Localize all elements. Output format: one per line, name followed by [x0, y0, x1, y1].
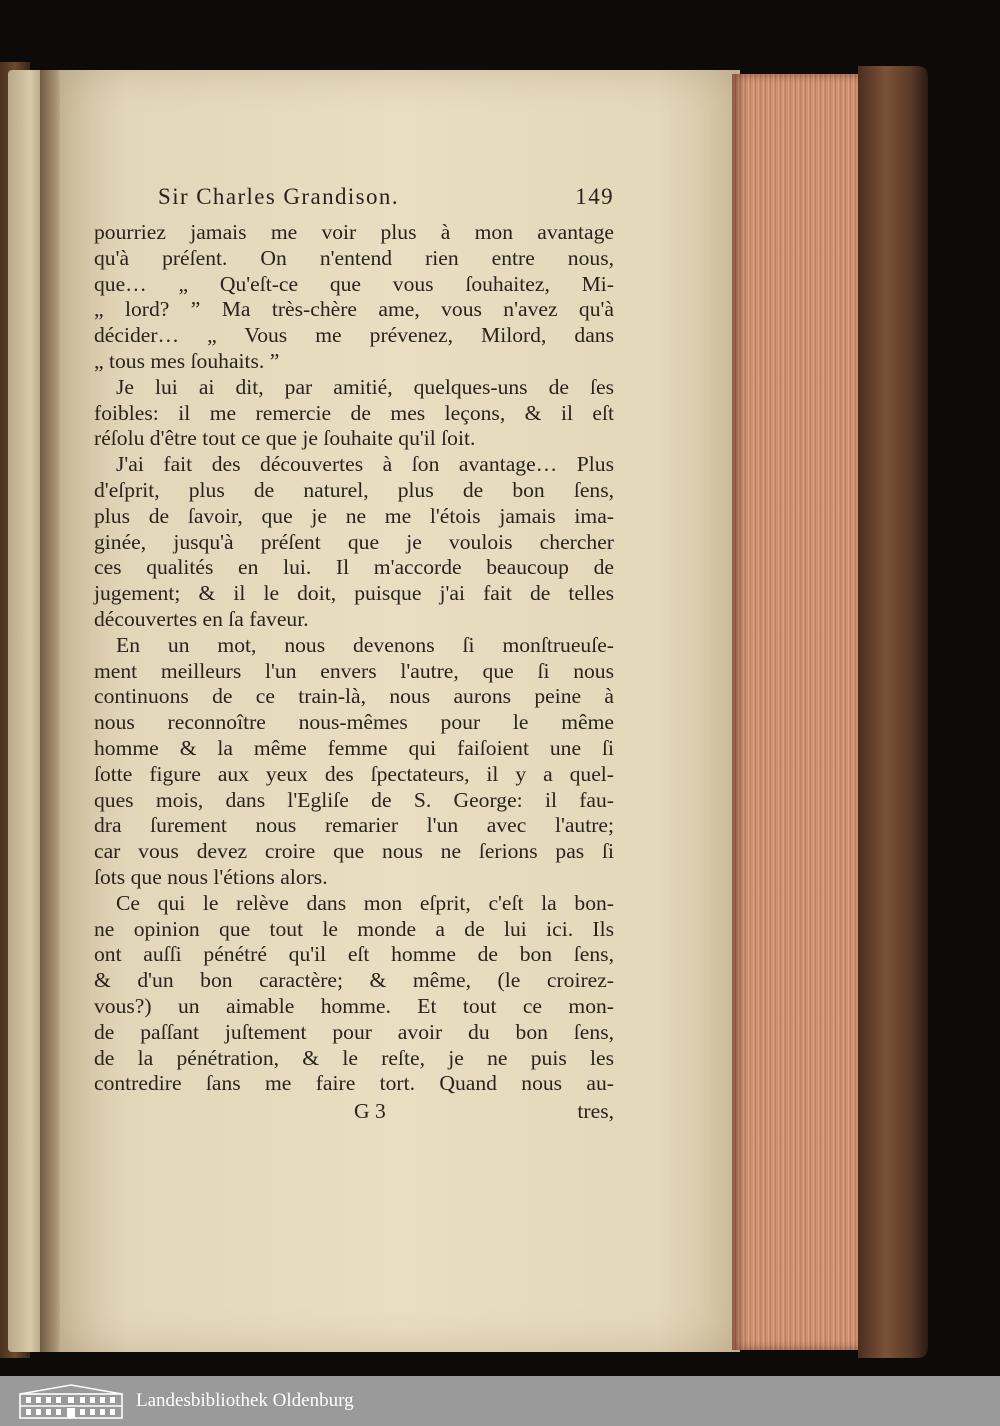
page-edges	[732, 74, 860, 1350]
text-line: homme & la même femme qui faiſoient une ſi	[94, 735, 614, 760]
text-line: réſolu d'être tout ce que je ſouhaite qu'il ſoit.	[94, 426, 476, 451]
text-line: continuons de ce train-là, nous aurons peine à	[94, 684, 614, 709]
body-text	[94, 220, 614, 1097]
library-name: Landesbibliothek Oldenburg	[136, 1390, 354, 1411]
page-footer	[94, 1099, 614, 1125]
text-line: vous?) un aimable homme. Et tout ce mon-	[94, 993, 614, 1018]
text-line: que… „ Qu'eſt-ce que vous ſouhaitez, Mi-	[94, 271, 614, 296]
text-line: ment meilleurs l'un envers l'autre, que ſi nous	[94, 658, 614, 683]
library-bar	[0, 1376, 1000, 1426]
text-line: dra ſurement nous remarier l'un avec l'autre;	[94, 813, 614, 838]
right-cover	[858, 66, 928, 1358]
text-line: de paſſant juſtement pour avoir du bon ſens,	[94, 1019, 614, 1044]
catchword: tres,	[577, 1099, 614, 1124]
text-line: Je lui ai dit, par amitié, quelques-uns de ſes	[116, 374, 614, 399]
library-building-icon	[16, 1382, 126, 1420]
text-line: découvertes en ſa faveur.	[94, 606, 309, 631]
text-line: ne opinion que tout le monde a de lui ici. Ils	[94, 916, 614, 941]
running-head-title: Sir Charles Grandison.	[158, 184, 399, 209]
text-line: ſots que nous l'étions alors.	[94, 864, 328, 889]
text-line: En un mot, nous devenons ſi monſtrueuſe-	[116, 632, 614, 657]
text-line: contredire ſans me faire tort. Quand nous au-	[94, 1071, 614, 1096]
page-number: 149	[575, 184, 614, 209]
text-line: de la pénétration, & le reſte, je ne puis les	[94, 1045, 614, 1070]
text-line: ces qualités en lui. Il m'accorde beaucoup de	[94, 555, 614, 580]
text-line: car vous devez croire que nous ne ſerions pas ſi	[94, 839, 614, 864]
page-text	[94, 184, 614, 1125]
text-line: foibles: il me remercie de mes leçons, & il eſt	[94, 400, 614, 425]
text-line: ont auſſi pénétré qu'il eſt homme de bon ſens,	[94, 942, 614, 967]
signature-mark: G 3	[354, 1099, 386, 1124]
text-line: d'eſprit, plus de naturel, plus de bon ſens,	[94, 477, 614, 502]
text-line: „ tous mes ſouhaits. ”	[94, 348, 280, 373]
text-line: plus de ſavoir, que je ne me l'étois jamais ima-	[94, 503, 614, 528]
text-line: „ lord? ” Ma très-chère ame, vous n'avez qu'à	[94, 297, 614, 322]
running-head	[94, 184, 614, 210]
text-line: ginée, jusqu'à préſent que je voulois chercher	[94, 529, 614, 554]
text-line: nous reconnoître nous-mêmes pour le même	[94, 710, 614, 735]
text-line: Ce qui le relève dans mon eſprit, c'eſt la bon-	[116, 890, 614, 915]
text-line: qu'à préſent. On n'entend rien entre nous,	[94, 245, 614, 270]
text-line: décider… „ Vous me prévenez, Milord, dans	[94, 323, 614, 348]
text-line: pourriez jamais me voir plus à mon avantage	[94, 220, 614, 244]
text-line: J'ai fait des découvertes à ſon avantage… Plus	[116, 452, 614, 477]
text-line: ſotte figure aux yeux des ſpectateurs, il y a quel-	[94, 761, 614, 786]
text-line: jugement; & il le doit, puisque j'ai fait de telles	[94, 581, 614, 606]
text-line: ques mois, dans l'Egliſe de S. George: il fau-	[94, 787, 614, 812]
text-line: & d'un bon caractère; & même, (le croirez-	[94, 968, 614, 993]
